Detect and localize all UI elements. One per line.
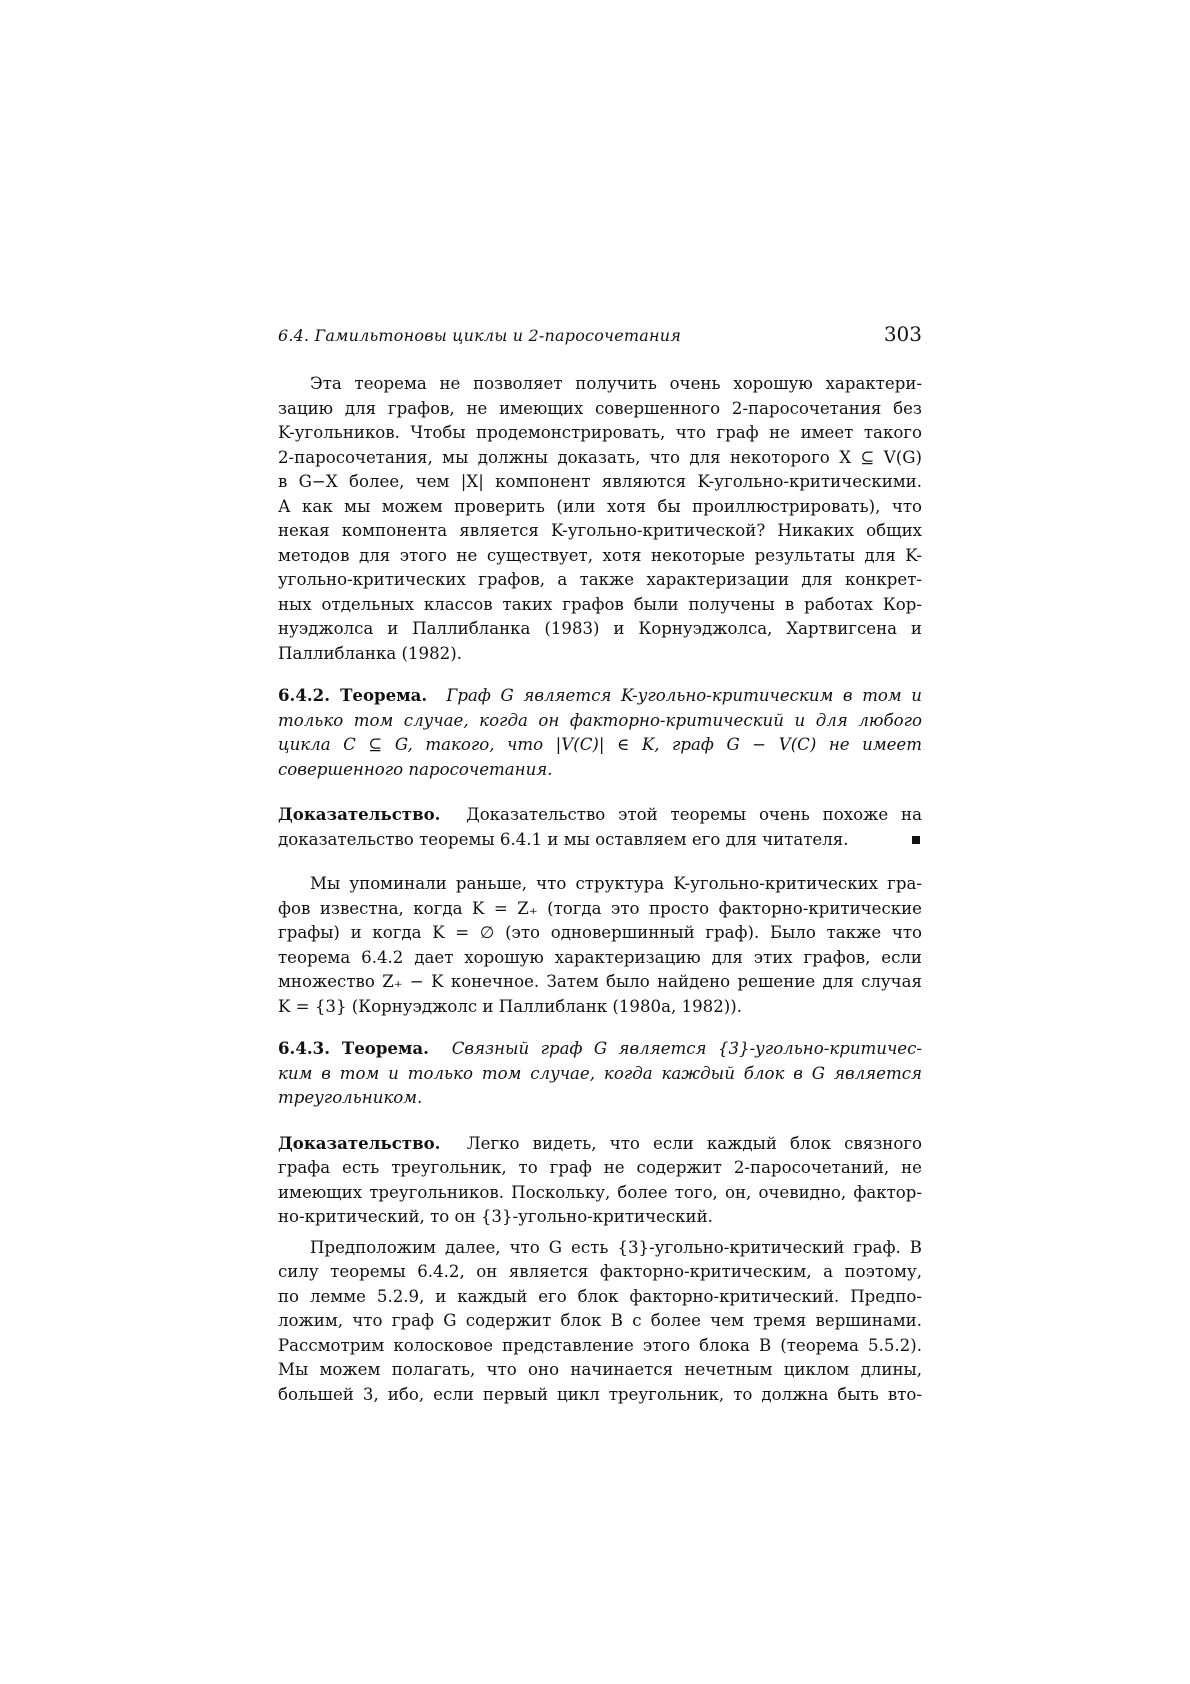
- text-line: Рассмотрим колосковое представление этого блока B (теорема 5.5.2).: [278, 1335, 922, 1355]
- theorem-text: треугольником.: [278, 1088, 423, 1107]
- page-header: [278, 322, 922, 350]
- text-line: зацию для графов, не имеющих совершенного 2-паросочетания без: [278, 398, 922, 418]
- text-line: графы) и когда K = ∅ (это одновершинный граф). Было также что: [278, 923, 922, 942]
- text-line: большей 3, ибо, если первый цикл треугольник, то должна быть вто-: [278, 1384, 922, 1404]
- text-line: теорема 6.4.2 дает хорошую характеризацию для этих графов, если: [278, 947, 922, 967]
- proof-first-line: [278, 802, 922, 828]
- theorem-text: Граф G является K-угольно-критическим в том и: [446, 686, 922, 705]
- page-body: [278, 372, 922, 1407]
- text-line: K-угольников. Чтобы продемонстрировать, что граф не имеет такого: [278, 423, 922, 442]
- theorem-first-line: [278, 683, 922, 709]
- text-line: А как мы можем проверить (или хотя бы проиллюстрировать), что: [278, 496, 922, 516]
- text-line: Предположим далее, что G есть {3}-угольно-критический граф. В: [310, 1237, 922, 1257]
- proof-text: доказательство теоремы 6.4.1 и мы оставляем его для читателя.: [278, 829, 849, 849]
- proof-6-4-3: [278, 1131, 922, 1230]
- text-line: K = {3} (Корнуэджолс и Паллибланк (1980a, 1982)).: [278, 996, 742, 1016]
- proof-text: но-критический, то он {3}-угольно-критический.: [278, 1207, 713, 1226]
- text-line: ложим, что граф G содержит блок B с более чем тремя вершинами.: [278, 1311, 922, 1330]
- text-line: Паллибланка (1982).: [278, 643, 462, 663]
- theorem-label: 6.4.2. Теорема.: [278, 685, 428, 705]
- paragraph-intro: [278, 372, 922, 666]
- theorem-6-4-2: [278, 683, 922, 782]
- paragraph-proof-continuation: [278, 1236, 922, 1408]
- proof-label: Доказательство.: [278, 804, 441, 824]
- text-line: фов известна, когда K = Z₊ (тогда это просто факторно-критические: [278, 898, 922, 918]
- theorem-text: цикла C ⊆ G, такого, что |V(C)| ∈ K, граф G − V(C) не имеет: [278, 735, 922, 754]
- text-line: угольно-критических графов, а также характеризации для конкрет-: [278, 570, 922, 589]
- text-line: по лемме 5.2.9, и каждый его блок факторно-критический. Предпо-: [278, 1286, 922, 1306]
- theorem-label: 6.4.3. Теорема.: [278, 1038, 429, 1058]
- proof-last-line: [278, 828, 922, 853]
- theorem-text: ким в том и только том случае, когда каждый блок в G является: [278, 1063, 922, 1083]
- proof-text: Доказательство этой теоремы очень похоже на: [466, 805, 922, 824]
- text-line: нуэджолса и Паллибланка (1983) и Корнуэджолса, Хартвигсена и: [278, 619, 922, 638]
- text-line: ных отдельных классов таких графов были получены в работах Кор-: [278, 594, 922, 614]
- theorem-6-4-3: [278, 1036, 922, 1111]
- text-line: Мы можем полагать, что оно начинается нечетным циклом длины,: [278, 1360, 922, 1379]
- qed-square-icon: [912, 836, 920, 844]
- proof-6-4-2: [278, 802, 922, 852]
- proof-text: графа есть треугольник, то граф не содержит 2-паросочетаний, не: [278, 1158, 922, 1177]
- text-line: силу теоремы 6.4.2, он является факторно-критическим, а поэтому,: [278, 1262, 922, 1281]
- proof-label: Доказательство.: [278, 1132, 441, 1153]
- proof-first-line: [278, 1131, 922, 1157]
- text-line: Мы упоминали раньше, что структура K-угольно-критических гра-: [310, 874, 922, 893]
- text-line: некая компонента является K-угольно-критической? Никаких общих: [278, 521, 922, 540]
- text-line: множество Z₊ − K конечное. Затем было найдено решение для случая: [278, 972, 922, 991]
- page-number: 303: [883, 322, 922, 346]
- proof-text: имеющих треугольников. Поскольку, более того, он, очевидно, фактор-: [278, 1182, 922, 1202]
- proof-text: Легко видеть, что если каждый блок связного: [466, 1133, 922, 1153]
- text-line: 2-паросочетания, мы должны доказать, что для некоторого X ⊆ V(G): [278, 447, 922, 467]
- running-head: 6.4. Гамильтоновы циклы и 2-паросочетания: [278, 326, 682, 345]
- paragraph-structure: [278, 872, 922, 1019]
- text-line: методов для этого не существует, хотя некоторые результаты для K-: [278, 545, 922, 565]
- text-line: в G−X более, чем |X| компонент являются K-угольно-критическими.: [278, 472, 922, 491]
- theorem-first-line: [278, 1036, 922, 1062]
- theorem-text: только том случае, когда он факторно-критический и для любого: [278, 710, 922, 730]
- theorem-text: совершенного паросочетания.: [278, 759, 553, 779]
- text-line: Эта теорема не позволяет получить очень хорошую характери-: [310, 374, 922, 393]
- theorem-text: Связный граф G является {3}-угольно-критичес-: [451, 1039, 922, 1058]
